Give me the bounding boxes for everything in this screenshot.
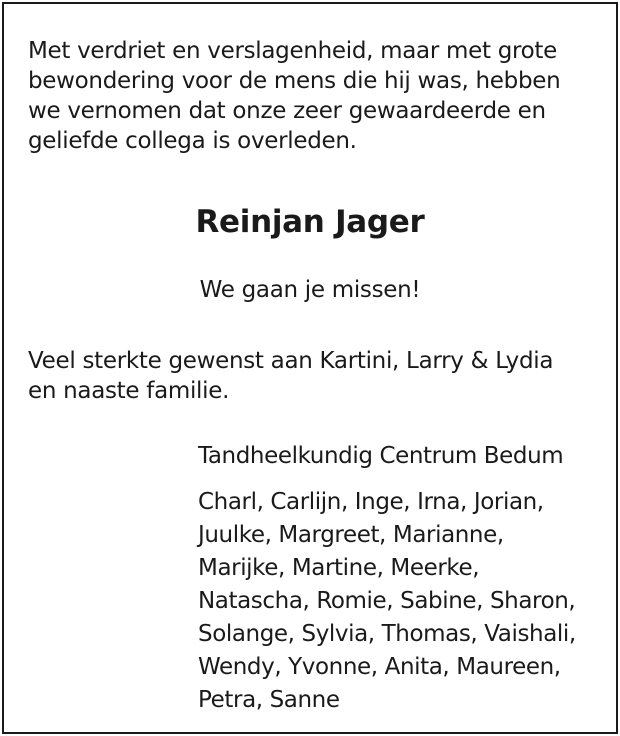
colleague-line: Juulke, Margreet, Marianne,	[198, 522, 504, 548]
wishes-paragraph	[28, 346, 594, 406]
colleague-line: Wendy, Yvonne, Anita, Maureen,	[198, 654, 561, 680]
wishes-line: Veel sterkte gewenst aan Kartini, Larry & Lydia	[28, 348, 554, 374]
tagline: We gaan je missen!	[199, 277, 421, 303]
deceased-name: Reinjan Jager	[195, 204, 425, 240]
colleague-line: Petra, Sanne	[198, 687, 340, 713]
colleague-names	[198, 486, 576, 717]
intro-paragraph	[28, 36, 594, 156]
intro-line: geliefde collega is overleden.	[28, 128, 357, 154]
intro-line: we vernomen dat onze zeer gewaardeerde en	[28, 98, 546, 124]
wishes-line: en naaste familie.	[28, 378, 230, 404]
colleague-line: Charl, Carlijn, Inge, Irna, Jorian,	[198, 489, 544, 515]
colleague-line: Solange, Sylvia, Thomas, Vaishali,	[198, 621, 576, 647]
sender-organization: Tandheelkundig Centrum Bedum	[198, 443, 564, 469]
intro-line: Met verdriet en verslagenheid, maar met grote	[28, 38, 557, 64]
intro-line: bewondering voor de mens die hij was, hebben	[28, 68, 561, 94]
colleague-line: Marijke, Martine, Meerke,	[198, 555, 480, 581]
colleague-line: Natascha, Romie, Sabine, Sharon,	[198, 588, 576, 614]
